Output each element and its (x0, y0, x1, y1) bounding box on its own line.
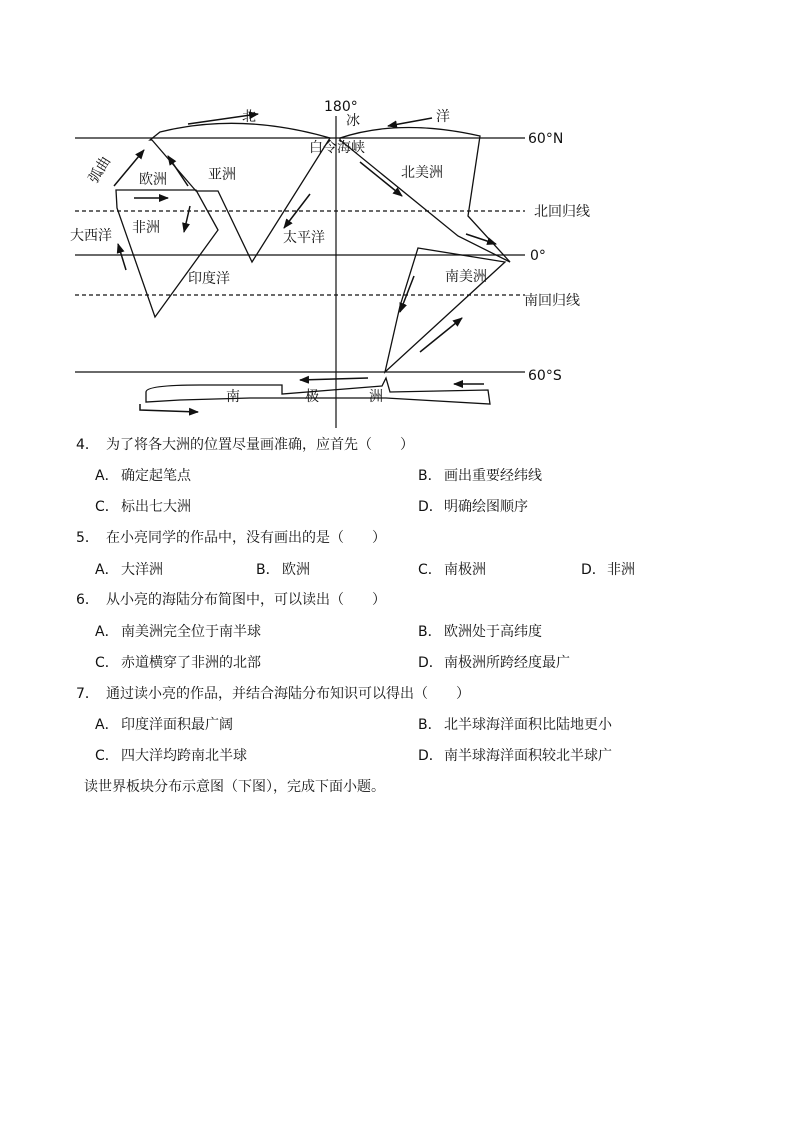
question-7-stem: 通过读小亮的作品，并结合海陆分布知识可以得出（ ） (106, 686, 470, 702)
option-6b-text[interactable]: 欧洲处于高纬度 (444, 624, 542, 640)
arrow-asia-up (168, 156, 188, 186)
option-4b-text[interactable]: 画出重要经纬线 (444, 468, 542, 484)
meridian-label: 180° (324, 99, 358, 115)
arrow-arctic-2 (388, 118, 432, 126)
ocean-label-arctic-3: 洋 (436, 109, 450, 125)
arrow-antarctic-bottom (140, 404, 198, 412)
arrow-africa-down (184, 206, 190, 232)
africa-outline (116, 190, 218, 317)
option-7a-text[interactable]: 印度洋面积最广阔 (121, 717, 233, 733)
arrow-atlantic-up (118, 244, 126, 270)
lat-label-60n: 60°N (528, 131, 564, 147)
lat-label-equator: 0° (530, 248, 546, 264)
option-5b-text[interactable]: 欧洲 (282, 562, 310, 578)
current-arrows (114, 114, 496, 412)
option-6d-text[interactable]: 南极洲所跨经度最广 (444, 655, 570, 671)
question-7-number: 7． (76, 686, 99, 702)
lat-label-60s: 60°S (528, 368, 562, 384)
ocean-label-arctic-2: 冰 (346, 113, 360, 129)
option-4b-key[interactable]: B． (418, 468, 442, 484)
continent-label-antarctica-2: 极 (305, 389, 319, 405)
continent-label-africa: 非洲 (132, 220, 160, 236)
option-4d-text[interactable]: 明确绘图顺序 (444, 499, 528, 515)
option-5b-key[interactable]: B． (256, 562, 280, 578)
option-6b-key[interactable]: B． (418, 624, 442, 640)
option-7c-key[interactable]: C． (95, 748, 119, 764)
option-5c-key[interactable]: C． (418, 562, 442, 578)
option-7b-key[interactable]: B． (418, 717, 442, 733)
lat-label-tropic-n: 北回归线 (534, 204, 590, 220)
option-7b-text[interactable]: 北半球海洋面积比陆地更小 (444, 717, 612, 733)
continent-label-antarctica-1: 南 (226, 389, 240, 405)
continent-label-antarctica-3: 洲 (369, 389, 383, 405)
option-4c-text[interactable]: 标出七大洲 (121, 499, 191, 515)
continent-label-asia: 亚洲 (208, 167, 236, 183)
section-instruction: 读世界板块分布示意图（下图），完成下面小题。 (84, 779, 385, 795)
option-6a-key[interactable]: A． (95, 624, 119, 640)
ocean-label-indian: 印度洋 (188, 271, 230, 287)
continent-label-north-america: 北美洲 (401, 165, 443, 181)
option-4a-text[interactable]: 确定起笔点 (121, 468, 191, 484)
option-7a-key[interactable]: A． (95, 717, 119, 733)
arrow-antarctic-left (300, 378, 368, 380)
lat-label-tropic-s: 南回归线 (524, 293, 580, 309)
option-6d-key[interactable]: D． (418, 655, 443, 671)
option-5d-key[interactable]: D． (581, 562, 606, 578)
world-sea-land-sketch-map (0, 0, 794, 440)
bering-strait-label: 白令海峡 (309, 140, 365, 156)
continent-label-europe: 欧洲 (139, 172, 167, 188)
north-america-outline (340, 127, 510, 262)
option-4a-key[interactable]: A． (95, 468, 119, 484)
option-4d-key[interactable]: D． (418, 499, 443, 515)
option-6c-key[interactable]: C． (95, 655, 119, 671)
south-america-outline (385, 248, 505, 372)
ocean-label-atlantic: 大西洋 (70, 228, 112, 244)
continent-label-south-america: 南美洲 (445, 269, 487, 285)
option-7c-text[interactable]: 四大洋均跨南北半球 (121, 748, 247, 764)
option-5c-text[interactable]: 南极洲 (444, 562, 486, 578)
question-6-stem: 从小亮的海陆分布简图中，可以读出（ ） (106, 592, 386, 608)
question-5-stem: 在小亮同学的作品中，没有画出的是（ ） (106, 530, 386, 546)
option-5a-key[interactable]: A． (95, 562, 119, 578)
question-6-number: 6． (76, 592, 99, 608)
map-labels (70, 99, 590, 405)
arc-label: 弧曲 (85, 153, 115, 187)
option-7d-key[interactable]: D． (418, 748, 443, 764)
option-5d-text[interactable]: 非洲 (607, 562, 635, 578)
option-6c-text[interactable]: 赤道横穿了非洲的北部 (121, 655, 261, 671)
arrow-na-down (360, 162, 402, 196)
ocean-label-arctic-1: 北 (242, 109, 256, 125)
option-7d-text[interactable]: 南半球海洋面积较北半球广 (444, 748, 612, 764)
ocean-label-pacific: 太平洋 (283, 230, 325, 246)
option-5a-text[interactable]: 大洋洲 (121, 562, 163, 578)
question-4-number: 4． (76, 437, 99, 453)
option-4c-key[interactable]: C． (95, 499, 119, 515)
question-5-number: 5． (76, 530, 99, 546)
option-6a-text[interactable]: 南美洲完全位于南半球 (121, 624, 261, 640)
question-4-stem: 为了将各大洲的位置尽量画准确，应首先（ ） (106, 437, 414, 453)
